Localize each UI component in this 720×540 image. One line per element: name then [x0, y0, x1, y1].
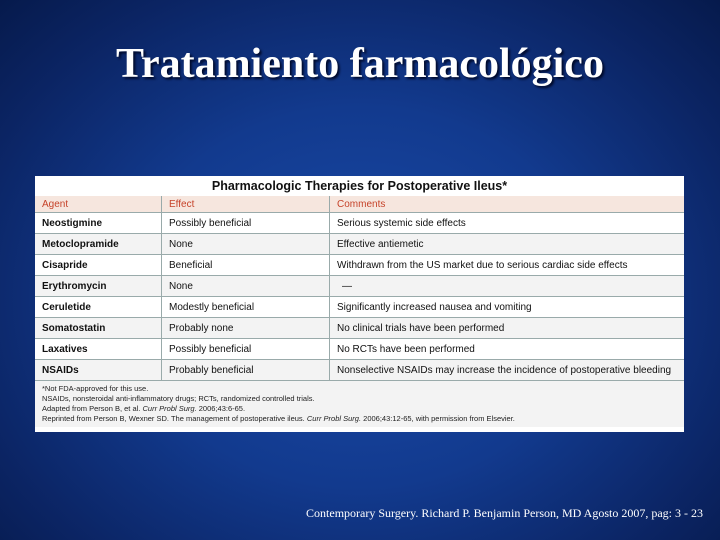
therapy-table — [35, 196, 684, 381]
comment-cell: Withdrawn from the US market due to serious cardiac side effects — [330, 255, 685, 276]
agent-cell: Cisapride — [35, 255, 162, 276]
table-row — [35, 339, 684, 360]
agent-cell: Metoclopramide — [35, 234, 162, 255]
effect-cell: Beneficial — [162, 255, 330, 276]
table-header-row — [35, 196, 684, 213]
table-row — [35, 297, 684, 318]
table-row — [35, 213, 684, 234]
agent-cell: Laxatives — [35, 339, 162, 360]
source-citation: Contemporary Surgery. Richard P. Benjamin Person, MD Agosto 2007, pag: 3 - 23 — [306, 506, 703, 520]
table-row — [35, 255, 684, 276]
effect-cell: Probably none — [162, 318, 330, 339]
header-comments: Comments — [330, 196, 685, 213]
agent-cell: Somatostatin — [35, 318, 162, 339]
header-effect: Effect — [162, 196, 330, 213]
slide-title: Tratamiento farmacológico — [116, 41, 604, 87]
comment-cell: No clinical trials have been performed — [330, 318, 685, 339]
effect-cell: None — [162, 276, 330, 297]
footnote-adapted: Adapted from Person B, et al. Curr Probl Surg. 2006;43:6-65. — [42, 404, 246, 413]
agent-cell: Ceruletide — [35, 297, 162, 318]
footnote-reprinted: Reprinted from Person B, Wexner SD. The management of postoperative ileus. Curr Probl Surg. 2006;43:12-65, with permission from Elsevier. — [42, 414, 515, 423]
agent-cell: NSAIDs — [35, 360, 162, 381]
table-row — [35, 276, 684, 297]
footnote-fda: *Not FDA-approved for this use. — [42, 384, 149, 393]
table-row — [35, 360, 684, 381]
effect-cell: Possibly beneficial — [162, 339, 330, 360]
agent-cell: Erythromycin — [35, 276, 162, 297]
comment-cell: Effective antiemetic — [330, 234, 685, 255]
agent-cell: Neostigmine — [35, 213, 162, 234]
table-row — [35, 234, 684, 255]
therapy-table-card — [35, 176, 684, 432]
effect-cell: Possibly beneficial — [162, 213, 330, 234]
effect-cell: None — [162, 234, 330, 255]
effect-cell: Modestly beneficial — [162, 297, 330, 318]
effect-cell: Probably beneficial — [162, 360, 330, 381]
table-title: Pharmacologic Therapies for Postoperative Ileus* — [211, 179, 508, 193]
header-agent: Agent — [35, 196, 162, 213]
table-row — [35, 318, 684, 339]
comment-cell: No RCTs have been performed — [330, 339, 685, 360]
table-footnotes — [35, 381, 684, 427]
comment-cell: — — [330, 276, 685, 297]
comment-cell: Significantly increased nausea and vomiting — [330, 297, 685, 318]
comment-cell: Serious systemic side effects — [330, 213, 685, 234]
footnote-abbreviations: NSAIDs, nonsteroidal anti-inflammatory drugs; RCTs, randomized controlled trials. — [42, 394, 315, 403]
comment-cell: Nonselective NSAIDs may increase the incidence of postoperative bleeding — [330, 360, 685, 381]
